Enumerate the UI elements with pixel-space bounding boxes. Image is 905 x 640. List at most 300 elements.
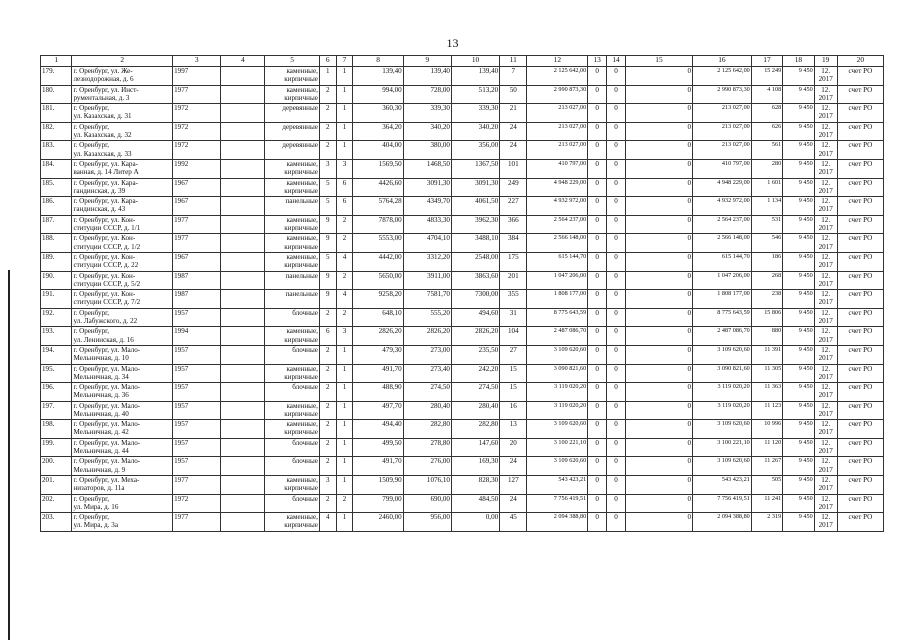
cell-col-15 bbox=[625, 513, 692, 532]
cell-col-15-line: 0 bbox=[687, 494, 692, 503]
cell-address-line: ул. Лабужского, д. 22 bbox=[73, 316, 138, 325]
cell-residential-area bbox=[451, 327, 499, 346]
cell-funding-source bbox=[837, 141, 883, 160]
cell-wall-material-line: каменные, bbox=[286, 420, 318, 429]
cell-wall-material-line: каменные, bbox=[286, 364, 318, 373]
cell-completion-date-line: 2017 bbox=[818, 242, 833, 251]
cell-total-area-line: 499,50 bbox=[382, 438, 402, 447]
cell-col-4 bbox=[221, 401, 265, 420]
cell-repair-cost bbox=[527, 457, 588, 476]
cell-funding-source bbox=[837, 67, 883, 86]
cell-col-13 bbox=[588, 178, 607, 197]
cell-floors-line: 3 bbox=[325, 159, 330, 168]
cell-premises-area bbox=[403, 513, 451, 532]
cell-col-15 bbox=[625, 159, 692, 178]
cell-address-line: Мельничная, д. 36 bbox=[73, 391, 129, 400]
cell-address bbox=[72, 383, 173, 402]
cell-col-15-line: 0 bbox=[687, 215, 692, 224]
cell-address-line: г. Оренбург, ул. Меха- bbox=[73, 476, 140, 485]
cell-row-number-line: 198. bbox=[42, 420, 55, 429]
cell-row-number-line: 187. bbox=[42, 215, 55, 224]
cell-floors bbox=[319, 327, 336, 346]
cell-col-13-line: 0 bbox=[595, 122, 599, 131]
cell-completion-date bbox=[814, 513, 837, 532]
column-header-6: 6 bbox=[319, 56, 336, 67]
cell-row-number bbox=[41, 252, 72, 271]
cell-row-number bbox=[41, 197, 72, 216]
cell-year-built bbox=[173, 383, 221, 402]
cell-col-14-line: 0 bbox=[614, 383, 618, 392]
cell-repair-cost bbox=[527, 234, 588, 253]
cell-premises-area bbox=[403, 401, 451, 420]
cell-completion-date-line: 2017 bbox=[818, 261, 833, 270]
cell-residential-area bbox=[451, 383, 499, 402]
cell-completion-date bbox=[814, 159, 837, 178]
cell-floors-line: 5 bbox=[325, 178, 330, 187]
cell-row-number-line: 193. bbox=[42, 327, 55, 336]
cell-total-area-line: 360,30 bbox=[382, 104, 402, 113]
cell-wall-material-line: каменные, bbox=[286, 159, 318, 168]
cell-completion-date-line: 12. bbox=[821, 308, 831, 317]
cell-col-14 bbox=[607, 215, 626, 234]
table-row bbox=[41, 85, 884, 104]
cell-residents bbox=[500, 271, 527, 290]
cell-residents bbox=[500, 308, 527, 327]
cell-wall-material-line: кирпичные bbox=[284, 409, 318, 418]
cell-funding-source bbox=[837, 159, 883, 178]
cell-address bbox=[72, 141, 173, 160]
cell-completion-date bbox=[814, 104, 837, 123]
cell-wall-material-line: каменные, bbox=[286, 67, 318, 75]
cell-entrances bbox=[336, 345, 353, 364]
cell-wall-material bbox=[265, 383, 320, 402]
cell-row-number bbox=[41, 234, 72, 253]
cell-residents bbox=[500, 457, 527, 476]
cell-unit-cost-line: 11 363 bbox=[764, 383, 782, 391]
cell-floors-line: 2 bbox=[325, 457, 330, 466]
cell-col-15-line: 0 bbox=[687, 308, 692, 317]
cell-floors-line: 6 bbox=[325, 327, 330, 336]
cell-col-14-line: 0 bbox=[614, 67, 618, 75]
cell-residents-line: 27 bbox=[509, 345, 517, 354]
cell-repair-cost bbox=[527, 178, 588, 197]
cell-wall-material bbox=[265, 67, 320, 86]
cell-col-13 bbox=[588, 364, 607, 383]
cell-address bbox=[72, 401, 173, 420]
cell-address-line: г. Оренбург, bbox=[73, 122, 110, 131]
cell-wall-material-line: кирпичные bbox=[284, 168, 318, 177]
cell-wall-material bbox=[265, 401, 320, 420]
cell-floors-line: 1 bbox=[325, 67, 330, 75]
column-header-11: 11 bbox=[500, 56, 527, 67]
cell-repair-cost bbox=[527, 308, 588, 327]
cell-repair-cost-line: 615 144,70 bbox=[558, 252, 587, 260]
cell-funding-source-line: счет РО bbox=[848, 327, 873, 336]
cell-completion-date bbox=[814, 364, 837, 383]
cell-col-14 bbox=[607, 327, 626, 346]
cell-total-cost bbox=[693, 513, 752, 532]
cell-col-13 bbox=[588, 438, 607, 457]
cell-col-15-line: 0 bbox=[687, 513, 692, 522]
cell-repair-cost-line: 1 808 177,00 bbox=[553, 290, 587, 298]
cell-unit-cost bbox=[751, 141, 782, 160]
cell-residential-area bbox=[451, 290, 499, 309]
cell-col-13-line: 0 bbox=[595, 401, 599, 410]
cell-col-15 bbox=[625, 401, 692, 420]
cell-max-unit-cost-line: 9 450 bbox=[798, 122, 813, 130]
cell-residents bbox=[500, 476, 527, 495]
cell-premises-area bbox=[403, 104, 451, 123]
cell-total-area-line: 4426,60 bbox=[378, 178, 402, 187]
cell-unit-cost-line: 268 bbox=[771, 271, 782, 279]
cell-year-built-line: 1957 bbox=[174, 308, 189, 317]
cell-wall-material bbox=[265, 457, 320, 476]
cell-year-built bbox=[173, 513, 221, 532]
cell-unit-cost-line: 628 bbox=[771, 104, 782, 112]
cell-total-cost bbox=[693, 122, 752, 141]
cell-row-number-line: 197. bbox=[42, 401, 55, 410]
cell-year-built-line: 1992 bbox=[174, 159, 189, 168]
cell-address-line: ституции СССР, д. 1/2 bbox=[73, 242, 141, 251]
cell-premises-area bbox=[403, 197, 451, 216]
cell-year-built-line: 1957 bbox=[174, 401, 189, 410]
cell-year-built-line: 1997 bbox=[174, 67, 189, 75]
cell-col-13 bbox=[588, 457, 607, 476]
cell-repair-cost-line: 213 027,00 bbox=[558, 141, 587, 149]
cell-row-number-line: 201. bbox=[42, 476, 55, 485]
cell-col-14 bbox=[607, 234, 626, 253]
cell-unit-cost bbox=[751, 215, 782, 234]
cell-premises-area-line: 278,80 bbox=[430, 438, 450, 447]
cell-year-built bbox=[173, 494, 221, 513]
cell-row-number bbox=[41, 141, 72, 160]
cell-floors-line: 2 bbox=[325, 438, 330, 447]
cell-entrances bbox=[336, 513, 353, 532]
cell-floors-line: 5 bbox=[325, 197, 330, 206]
cell-floors-line: 9 bbox=[325, 234, 330, 243]
cell-premises-area-line: 139,40 bbox=[430, 67, 450, 75]
cell-residents-line: 355 bbox=[507, 290, 519, 299]
cell-col-15 bbox=[625, 67, 692, 86]
cell-premises-area bbox=[403, 383, 451, 402]
cell-col-4 bbox=[221, 345, 265, 364]
cell-entrances-line: 1 bbox=[342, 141, 347, 150]
cell-unit-cost bbox=[751, 308, 782, 327]
cell-funding-source bbox=[837, 234, 883, 253]
cell-col-4 bbox=[221, 364, 265, 383]
cell-wall-material-line: кирпичные bbox=[284, 428, 318, 437]
cell-premises-area-line: 273,40 bbox=[430, 364, 450, 373]
cell-address-line: Мельничная, д. 44 bbox=[73, 447, 129, 456]
cell-row-number bbox=[41, 345, 72, 364]
cell-completion-date-line: 2017 bbox=[818, 75, 833, 84]
cell-completion-date bbox=[814, 122, 837, 141]
cell-premises-area-line: 3312,20 bbox=[426, 252, 450, 261]
cell-repair-cost-line: 3 100 221,10 bbox=[553, 438, 587, 446]
cell-row-number bbox=[41, 104, 72, 123]
cell-row-number bbox=[41, 308, 72, 327]
cell-max-unit-cost-line: 9 450 bbox=[798, 290, 813, 298]
cell-col-13-line: 0 bbox=[595, 252, 599, 261]
cell-total-area-line: 1569,50 bbox=[378, 159, 402, 168]
cell-total-area-line: 648,10 bbox=[382, 308, 402, 317]
cell-entrances bbox=[336, 234, 353, 253]
cell-completion-date-line: 2017 bbox=[818, 205, 833, 214]
cell-col-13 bbox=[588, 159, 607, 178]
cell-premises-area-line: 4833,30 bbox=[426, 215, 450, 224]
cell-floors bbox=[319, 197, 336, 216]
cell-row-number bbox=[41, 513, 72, 532]
column-header-19: 19 bbox=[814, 56, 837, 67]
cell-floors bbox=[319, 476, 336, 495]
cell-floors-line: 3 bbox=[325, 476, 330, 485]
cell-total-area-line: 488,90 bbox=[382, 383, 402, 392]
table-row bbox=[41, 290, 884, 309]
cell-year-built bbox=[173, 308, 221, 327]
cell-col-4 bbox=[221, 141, 265, 160]
cell-entrances bbox=[336, 327, 353, 346]
table-row bbox=[41, 178, 884, 197]
cell-premises-area bbox=[403, 234, 451, 253]
cell-entrances bbox=[336, 85, 353, 104]
cell-total-cost-line: 2 487 086,70 bbox=[717, 327, 750, 335]
cell-residents-line: 21 bbox=[509, 104, 517, 113]
cell-floors-line: 9 bbox=[325, 290, 330, 299]
cell-year-built bbox=[173, 271, 221, 290]
cell-col-13-line: 0 bbox=[595, 438, 599, 447]
cell-premises-area-line: 339,30 bbox=[430, 104, 450, 113]
cell-address-line: ституции СССР, д. 7/2 bbox=[73, 298, 141, 307]
cell-unit-cost-line: 11 123 bbox=[764, 401, 782, 409]
cell-residential-area-line: 3091,30 bbox=[475, 178, 499, 187]
cell-residents bbox=[500, 401, 527, 420]
cell-floors bbox=[319, 178, 336, 197]
cell-total-cost bbox=[693, 197, 752, 216]
column-header-13: 13 bbox=[588, 56, 607, 67]
table-row bbox=[41, 383, 884, 402]
cell-col-14-line: 0 bbox=[614, 457, 618, 466]
cell-unit-cost bbox=[751, 290, 782, 309]
cell-address-line: г. Оренбург, ул. Мало- bbox=[73, 345, 141, 354]
cell-repair-cost-line: 2 125 642,00 bbox=[553, 67, 587, 74]
cell-col-14 bbox=[607, 159, 626, 178]
cell-max-unit-cost bbox=[783, 308, 814, 327]
cell-residents-line: 15 bbox=[509, 383, 517, 392]
cell-address-line: г. Оренбург, ул. Кон- bbox=[73, 271, 136, 280]
cell-unit-cost bbox=[751, 420, 782, 439]
cell-max-unit-cost bbox=[783, 476, 814, 495]
cell-year-built bbox=[173, 252, 221, 271]
cell-residential-area-line: 235,50 bbox=[478, 345, 499, 354]
cell-entrances bbox=[336, 252, 353, 271]
cell-completion-date bbox=[814, 197, 837, 216]
cell-repair-cost bbox=[527, 85, 588, 104]
cell-wall-material bbox=[265, 159, 320, 178]
cell-repair-cost-line: 8 775 643,59 bbox=[553, 308, 587, 316]
cell-completion-date-line: 2017 bbox=[818, 186, 833, 195]
cell-unit-cost-line: 531 bbox=[771, 215, 782, 223]
cell-col-15-line: 0 bbox=[687, 327, 692, 336]
cell-col-13 bbox=[588, 327, 607, 346]
cell-entrances-line: 1 bbox=[342, 420, 347, 429]
cell-repair-cost-line: 543 423,21 bbox=[558, 476, 587, 484]
cell-row-number-line: 183. bbox=[42, 141, 55, 150]
column-header-15: 15 bbox=[625, 56, 692, 67]
cell-col-15 bbox=[625, 178, 692, 197]
cell-funding-source-line: счет РО bbox=[848, 197, 873, 206]
cell-col-13 bbox=[588, 252, 607, 271]
cell-year-built-line: 1967 bbox=[174, 178, 189, 187]
cell-completion-date bbox=[814, 476, 837, 495]
cell-premises-area-line: 3911,00 bbox=[427, 271, 450, 280]
cell-repair-cost-line: 3 109 620,60 bbox=[553, 345, 587, 353]
cell-residents-line: 127 bbox=[507, 476, 519, 485]
cell-residential-area bbox=[451, 141, 499, 160]
cell-residents-line: 20 bbox=[509, 438, 517, 447]
cell-max-unit-cost-line: 9 450 bbox=[798, 234, 813, 242]
cell-total-cost bbox=[693, 308, 752, 327]
cell-wall-material-line: блочные bbox=[292, 345, 318, 354]
cell-total-area-line: 494,40 bbox=[382, 420, 402, 429]
cell-year-built-line: 1957 bbox=[174, 438, 189, 447]
cell-repair-cost-line: 2 990 873,30 bbox=[553, 85, 587, 93]
cell-premises-area-line: 956,00 bbox=[430, 513, 450, 522]
cell-entrances-line: 1 bbox=[342, 513, 347, 522]
cell-repair-cost-line: 2 564 237,00 bbox=[553, 215, 587, 223]
cell-repair-cost bbox=[527, 401, 588, 420]
cell-unit-cost-line: 11 391 bbox=[764, 345, 782, 353]
cell-year-built-line: 1957 bbox=[174, 457, 189, 466]
cell-row-number-line: 181. bbox=[42, 104, 55, 113]
cell-repair-cost bbox=[527, 104, 588, 123]
cell-row-number-line: 190. bbox=[42, 271, 55, 280]
cell-floors bbox=[319, 271, 336, 290]
cell-wall-material bbox=[265, 476, 320, 495]
cell-funding-source bbox=[837, 271, 883, 290]
cell-col-13-line: 0 bbox=[595, 383, 599, 392]
table-row bbox=[41, 215, 884, 234]
cell-completion-date-line: 2017 bbox=[818, 502, 833, 511]
cell-address-line: ул. Казахская, д. 33 bbox=[73, 149, 132, 158]
cell-col-13-line: 0 bbox=[595, 457, 599, 466]
column-header-17: 17 bbox=[751, 56, 782, 67]
cell-max-unit-cost-line: 9 450 bbox=[798, 383, 813, 391]
cell-funding-source-line: счет РО bbox=[848, 438, 873, 447]
cell-address-line: ул. Казахская, д. 32 bbox=[73, 130, 132, 139]
cell-residential-area-line: 3488,10 bbox=[475, 234, 499, 243]
cell-max-unit-cost-line: 9 450 bbox=[798, 141, 813, 149]
cell-wall-material-line: каменные, bbox=[286, 513, 318, 522]
cell-max-unit-cost-line: 9 450 bbox=[798, 197, 813, 205]
cell-completion-date-line: 12. bbox=[821, 178, 831, 187]
cell-floors bbox=[319, 383, 336, 402]
cell-repair-cost-line: 7 756 419,51 bbox=[553, 494, 587, 502]
cell-premises-area bbox=[403, 420, 451, 439]
cell-completion-date bbox=[814, 457, 837, 476]
cell-col-13-line: 0 bbox=[595, 159, 599, 168]
table-row bbox=[41, 401, 884, 420]
cell-total-cost bbox=[693, 457, 752, 476]
column-header-2: 2 bbox=[72, 56, 173, 67]
cell-col-15-line: 0 bbox=[687, 290, 692, 299]
cell-address-line: ул. Мира, д. 16 bbox=[73, 502, 119, 511]
cell-total-cost bbox=[693, 420, 752, 439]
cell-max-unit-cost-line: 9 450 bbox=[798, 494, 813, 502]
cell-wall-material-line: каменные, bbox=[286, 401, 318, 410]
cell-wall-material-line: блочные bbox=[292, 383, 318, 392]
cell-col-13-line: 0 bbox=[595, 327, 599, 336]
cell-premises-area bbox=[403, 252, 451, 271]
cell-entrances-line: 3 bbox=[342, 159, 347, 168]
cell-col-4 bbox=[221, 457, 265, 476]
cell-col-13 bbox=[588, 345, 607, 364]
cell-premises-area bbox=[403, 457, 451, 476]
cell-col-13 bbox=[588, 308, 607, 327]
cell-year-built-line: 1977 bbox=[174, 234, 189, 243]
cell-entrances-line: 4 bbox=[342, 252, 347, 261]
cell-max-unit-cost bbox=[783, 290, 814, 309]
cell-unit-cost bbox=[751, 513, 782, 532]
cell-completion-date bbox=[814, 345, 837, 364]
cell-completion-date-line: 2017 bbox=[818, 130, 833, 139]
cell-total-cost-line: 543 423,21 bbox=[721, 476, 750, 484]
cell-completion-date-line: 12. bbox=[821, 122, 831, 131]
cell-total-area-line: 2826,20 bbox=[378, 327, 402, 336]
table-row bbox=[41, 364, 884, 383]
cell-row-number bbox=[41, 122, 72, 141]
cell-total-cost-line: 1 047 206,00 bbox=[717, 271, 750, 279]
cell-funding-source bbox=[837, 364, 883, 383]
cell-col-4 bbox=[221, 104, 265, 123]
cell-max-unit-cost-line: 9 450 bbox=[798, 308, 813, 316]
cell-col-13-line: 0 bbox=[595, 513, 599, 522]
cell-col-13-line: 0 bbox=[595, 494, 599, 503]
cell-floors bbox=[319, 401, 336, 420]
cell-wall-material-line: кирпичные bbox=[284, 335, 318, 344]
cell-col-14 bbox=[607, 197, 626, 216]
cell-col-13 bbox=[588, 401, 607, 420]
cell-premises-area-line: 1468,50 bbox=[426, 159, 450, 168]
cell-floors bbox=[319, 159, 336, 178]
cell-row-number-line: 194. bbox=[42, 345, 55, 354]
cell-total-cost-line: 2 566 148,00 bbox=[717, 234, 750, 242]
cell-max-unit-cost bbox=[783, 401, 814, 420]
cell-total-cost-line: 2 094 388,80 bbox=[717, 513, 750, 521]
cell-row-number bbox=[41, 67, 72, 86]
cell-address bbox=[72, 420, 173, 439]
cell-floors bbox=[319, 215, 336, 234]
cell-col-4 bbox=[221, 252, 265, 271]
cell-col-15-line: 0 bbox=[687, 401, 692, 410]
cell-row-number-line: 196. bbox=[42, 383, 55, 392]
cell-col-13 bbox=[588, 420, 607, 439]
cell-completion-date-line: 12. bbox=[821, 271, 831, 280]
cell-residential-area bbox=[451, 215, 499, 234]
cell-max-unit-cost bbox=[783, 159, 814, 178]
cell-wall-material-line: деревянные bbox=[282, 122, 318, 131]
column-header-4: 4 bbox=[221, 56, 265, 67]
cell-max-unit-cost bbox=[783, 271, 814, 290]
cell-max-unit-cost bbox=[783, 252, 814, 271]
cell-funding-source-line: счет РО bbox=[848, 252, 873, 261]
cell-row-number bbox=[41, 383, 72, 402]
cell-residential-area bbox=[451, 401, 499, 420]
cell-residents-line: 249 bbox=[507, 178, 519, 187]
cell-residents-line: 16 bbox=[509, 401, 517, 410]
cell-col-14 bbox=[607, 271, 626, 290]
cell-residential-area bbox=[451, 438, 499, 457]
cell-premises-area bbox=[403, 141, 451, 160]
